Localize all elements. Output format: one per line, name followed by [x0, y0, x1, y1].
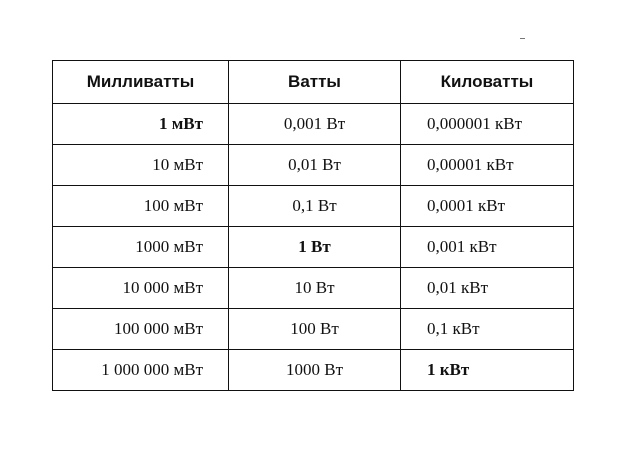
scan-mark [520, 38, 525, 39]
cell-milliwatts: 100 000 мВт [53, 309, 229, 350]
cell-milliwatts: 10 мВт [53, 145, 229, 186]
table-row [53, 350, 574, 391]
table-row [53, 104, 574, 145]
cell-milliwatts: 100 мВт [53, 186, 229, 227]
table-row [53, 227, 574, 268]
cell-kilowatts: 0,01 кВт [401, 268, 574, 309]
cell-watts: 0,1 Вт [229, 186, 401, 227]
cell-milliwatts: 1 мВт [53, 104, 229, 145]
cell-kilowatts: 0,1 кВт [401, 309, 574, 350]
cell-watts: 10 Вт [229, 268, 401, 309]
cell-watts: 100 Вт [229, 309, 401, 350]
power-units-conversion-table [52, 60, 574, 391]
header-kilowatts: Киловатты [401, 61, 574, 104]
table-row [53, 309, 574, 350]
cell-milliwatts: 10 000 мВт [53, 268, 229, 309]
cell-milliwatts: 1 000 000 мВт [53, 350, 229, 391]
cell-kilowatts: 0,001 кВт [401, 227, 574, 268]
cell-kilowatts: 1 кВт [401, 350, 574, 391]
table-row [53, 186, 574, 227]
cell-watts: 0,01 Вт [229, 145, 401, 186]
header-watts: Ватты [229, 61, 401, 104]
table-row [53, 268, 574, 309]
cell-kilowatts: 0,0001 кВт [401, 186, 574, 227]
cell-watts: 1 Вт [229, 227, 401, 268]
table-row [53, 145, 574, 186]
header-milliwatts: Милливатты [53, 61, 229, 104]
cell-kilowatts: 0,00001 кВт [401, 145, 574, 186]
cell-milliwatts: 1000 мВт [53, 227, 229, 268]
cell-watts: 1000 Вт [229, 350, 401, 391]
header-row [53, 61, 574, 104]
cell-watts: 0,001 Вт [229, 104, 401, 145]
cell-kilowatts: 0,000001 кВт [401, 104, 574, 145]
